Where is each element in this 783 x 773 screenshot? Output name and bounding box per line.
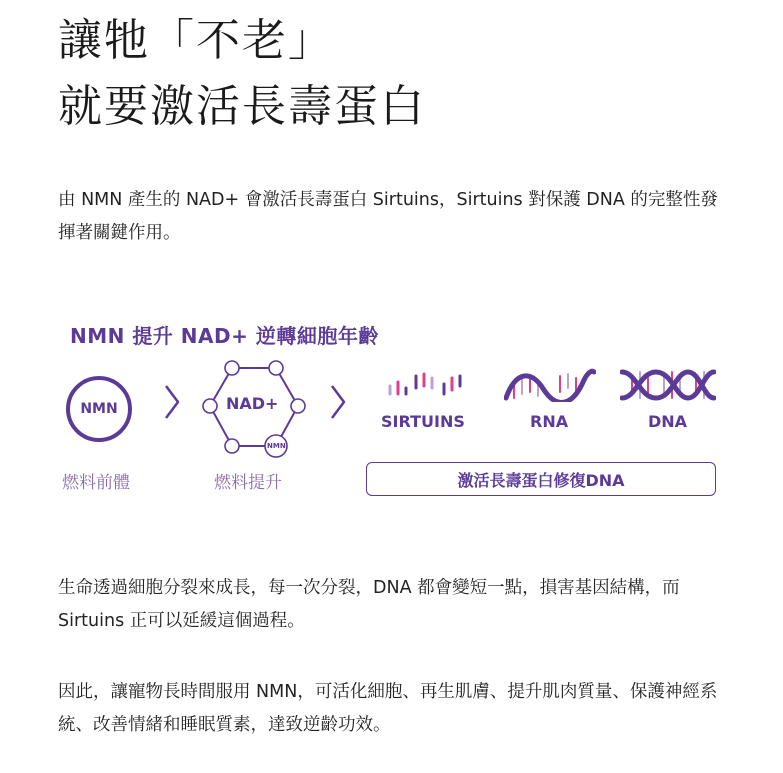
dna-icon	[620, 368, 716, 402]
benefits-paragraph: 因此，讓寵物長時間服用 NMN，可活化細胞、再生肌膚、提升肌肉質量、保護神經系統、改善情緒和睡眠質素，達致逆齡功效。	[58, 682, 718, 735]
activate-sirtuins-label: 激活長壽蛋白修復DNA	[457, 470, 625, 490]
nad-label: NAD+	[226, 394, 279, 413]
hex-nmn-node-label: NMN	[267, 442, 286, 450]
chevron-right-icon	[162, 382, 182, 422]
nmn-circle	[66, 376, 132, 442]
sirtuins-icon	[386, 372, 470, 398]
cell-division-paragraph: 生命透過細胞分裂來成長，每一次分裂，DNA 都會變短一點，損害基因結構，而 Sirtuins 正可以延緩這個過程。	[58, 578, 680, 631]
nmn-circle-label: NMN	[80, 401, 118, 417]
nmn-diagram	[0, 310, 783, 510]
rna-icon	[504, 368, 596, 402]
chevron-right-icon	[328, 382, 348, 422]
sirtuins-label: SIRTUINS	[381, 412, 465, 431]
fuel-precursor-label: 燃料前體	[62, 473, 130, 493]
rna-label: RNA	[530, 412, 569, 431]
headline-line-2: 就要激活長壽蛋白	[58, 81, 426, 132]
headline	[58, 8, 426, 140]
diagram-title: NMN 提升 NAD+ 逆轉細胞年齡	[70, 324, 379, 348]
intro-paragraph: 由 NMN 產生的 NAD+ 會激活長壽蛋白 Sirtuins，Sirtuins 對保護 DNA 的完整性發揮著關鍵作用。	[58, 190, 718, 243]
dna-label: DNA	[648, 412, 688, 431]
headline-line-1: 讓牠「不老」	[58, 15, 334, 66]
activate-sirtuins-box	[366, 462, 716, 496]
fuel-boost-label: 燃料提升	[214, 473, 282, 493]
